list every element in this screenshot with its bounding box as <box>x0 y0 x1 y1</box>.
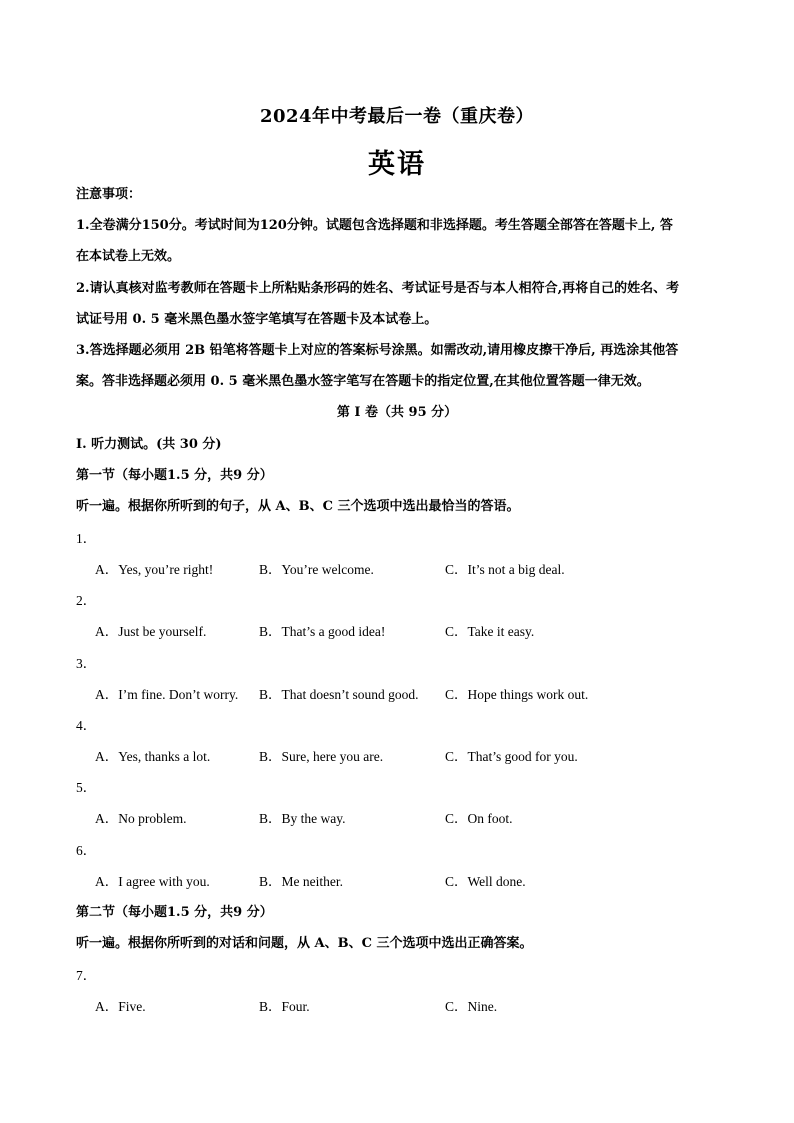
question-number: 5． <box>76 780 97 795</box>
notice-item-1-line-2: 在本试卷上无效。 <box>76 249 181 264</box>
option-c: C．Well done. <box>445 874 526 889</box>
notice-heading: 注意事项： <box>76 187 142 202</box>
section1-instruction: 听一遍。根据你所听到的句子，从 A、B、C 三个选项中选出最恰当的答语。 <box>76 499 520 514</box>
option-a: A．No problem. <box>95 811 187 826</box>
question-number: 2． <box>76 593 97 608</box>
notice-item-1-line-1: 1.全卷满分150分。考试时间为120分钟。试题包含选择题和非选择题。考生答题全部答在答题卡上, 答 <box>76 218 673 233</box>
subject-title: 英语 <box>368 149 426 180</box>
option-b: B．You’re welcome. <box>259 562 374 577</box>
notice-item-2-line-1: 2.请认真核对监考教师在答题卡上所粘贴条形码的姓名、考试证号是否与本人相符合,再将自己的姓名、考 <box>76 281 680 296</box>
option-b: B．That’s a good idea! <box>259 624 386 639</box>
question-number: 4． <box>76 718 97 733</box>
section2-heading: 第二节（每小题1.5 分，共9 分） <box>76 905 273 920</box>
exam-title: 2024年中考最后一卷（重庆卷） <box>259 106 535 127</box>
question-number: 6． <box>76 843 97 858</box>
question-number: 1． <box>76 531 97 546</box>
option-a: A．Just be yourself. <box>95 624 207 639</box>
option-a: A．Yes, you’re right! <box>95 562 214 577</box>
section1-heading: 第一节（每小题1.5 分，共9 分） <box>76 468 273 483</box>
option-b: B．That doesn’t sound good. <box>259 687 419 702</box>
option-a: A．I’m fine. Don’t worry. <box>95 687 239 702</box>
section-title: 第 I 卷（共 95 分） <box>336 405 458 420</box>
option-c: C．On foot. <box>445 811 513 826</box>
option-b: B．Four. <box>259 999 310 1014</box>
listening-heading: Ⅰ. 听力测试。(共 30 分) <box>76 437 222 452</box>
option-b: B．Sure, here you are. <box>259 749 384 764</box>
option-a: A．I agree with you. <box>95 874 210 889</box>
option-c: C．Take it easy. <box>445 624 535 639</box>
question-number: 7． <box>76 968 97 983</box>
question-number: 3． <box>76 656 97 671</box>
option-c: C．It’s not a big deal. <box>445 562 565 577</box>
option-b: B．By the way. <box>259 811 346 826</box>
notice-item-3-line-2: 案。答非选择题必须用 0. 5 毫米黑色墨水签字笔写在答题卡的指定位置,在其他位置答题一律无效。 <box>76 374 650 389</box>
option-c: C．Hope things work out. <box>445 687 589 702</box>
option-c: C．Nine. <box>445 999 498 1014</box>
notice-item-2-line-2: 试证号用 0. 5 毫米黑色墨水签字笔填写在答题卡及本试卷上。 <box>76 312 438 327</box>
notice-item-3-line-1: 3.答选择题必须用 2B 铅笔将答题卡上对应的答案标号涂黑。如需改动,请用橡皮擦干净后, 再选涂其他答 <box>76 343 679 358</box>
section2-instruction: 听一遍。根据你所听到的对话和问题，从 A、B、C 三个选项中选出正确答案。 <box>76 936 533 951</box>
option-a: A．Five. <box>95 999 146 1014</box>
option-a: A．Yes, thanks a lot. <box>95 749 211 764</box>
option-b: B．Me neither. <box>259 874 343 889</box>
option-c: C．That’s good for you. <box>445 749 578 764</box>
